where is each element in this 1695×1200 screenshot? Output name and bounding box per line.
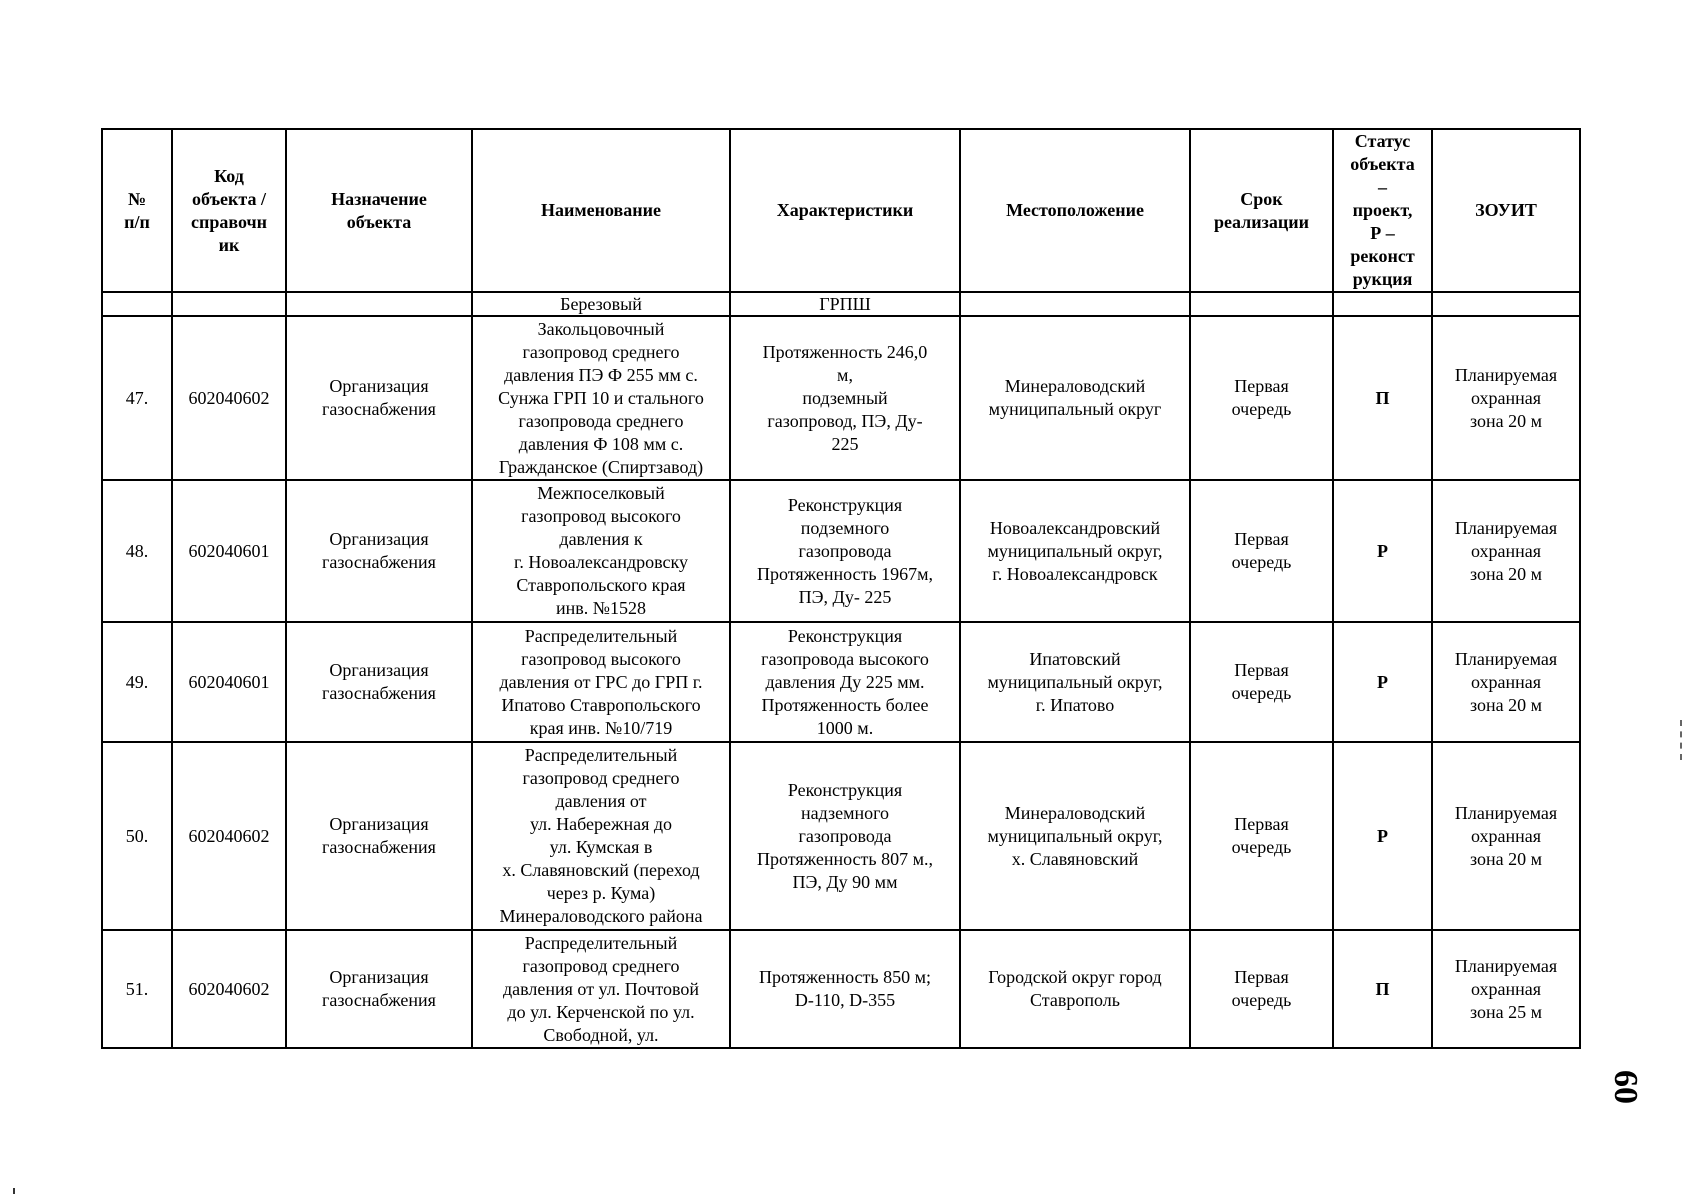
row-term: Первая очередь (1190, 930, 1333, 1048)
row-status: Р (1333, 622, 1432, 742)
row-characteristics: Реконструкция подземного газопровода Протяженность 1967м, ПЭ, Ду- 225 (730, 480, 960, 622)
table-row (102, 742, 1580, 930)
header-number: № п/п (102, 129, 172, 292)
row-name: Распределительный газопровод среднего давления от ул. Набережная до ул. Кумская в х. Славяновский (переход через р. Кума) Минераловодского района (472, 742, 730, 930)
table-row (102, 622, 1580, 742)
row-zone: Планируемая охранная зона 20 м (1432, 480, 1580, 622)
row-number: 50. (102, 742, 172, 930)
header-term: Срок реализации (1190, 129, 1333, 292)
row-number: 48. (102, 480, 172, 622)
header-characteristics: Характеристики (730, 129, 960, 292)
carryover-name: Березовый (472, 292, 730, 316)
table-row (102, 316, 1580, 480)
row-code: 602040602 (172, 316, 286, 480)
row-location: Новоалександровский муниципальный округ, г. Новоалександровск (960, 480, 1190, 622)
row-status: П (1333, 930, 1432, 1048)
table-cell (960, 292, 1190, 316)
table-cell (286, 292, 472, 316)
header-zone: ЗОУИТ (1432, 129, 1580, 292)
table-row (102, 480, 1580, 622)
row-purpose: Организация газоснабжения (286, 930, 472, 1048)
header-status: Статус объекта – проект, Р – реконст рукция (1333, 129, 1432, 292)
header-location: Местоположение (960, 129, 1190, 292)
row-term: Первая очередь (1190, 480, 1333, 622)
scan-edge-mark (1680, 720, 1684, 760)
row-status: Р (1333, 480, 1432, 622)
page-number: 60 (1607, 1070, 1644, 1104)
table-row (102, 930, 1580, 1048)
header-code: Код объекта / справочн ик (172, 129, 286, 292)
row-number: 47. (102, 316, 172, 480)
header-purpose: Назначение объекта (286, 129, 472, 292)
table-cell (172, 292, 286, 316)
table-cell (102, 292, 172, 316)
table-cell (1190, 292, 1333, 316)
row-zone: Планируемая охранная зона 25 м (1432, 930, 1580, 1048)
row-status: П (1333, 316, 1432, 480)
row-code: 602040601 (172, 480, 286, 622)
row-name: Закольцовочный газопровод среднего давления ПЭ Ф 255 мм с. Сунжа ГРП 10 и стального газопровода среднего давления Ф 108 мм с. Гражданское (Спиртзавод) (472, 316, 730, 480)
row-purpose: Организация газоснабжения (286, 480, 472, 622)
row-name: Межпоселковый газопровод высокого давления к г. Новоалександровску Ставропольского края инв. №1528 (472, 480, 730, 622)
row-characteristics: Протяженность 246,0 м, подземный газопровод, ПЭ, Ду- 225 (730, 316, 960, 480)
row-zone: Планируемая охранная зона 20 м (1432, 742, 1580, 930)
row-zone: Планируемая охранная зона 20 м (1432, 316, 1580, 480)
row-zone: Планируемая охранная зона 20 м (1432, 622, 1580, 742)
scan-corner-mark (13, 1188, 15, 1194)
row-code: 602040601 (172, 622, 286, 742)
row-location: Ипатовский муниципальный округ, г. Ипатово (960, 622, 1190, 742)
row-characteristics: Реконструкция надземного газопровода Протяженность 807 м., ПЭ, Ду 90 мм (730, 742, 960, 930)
row-code: 602040602 (172, 930, 286, 1048)
row-status: Р (1333, 742, 1432, 930)
header-name: Наименование (472, 129, 730, 292)
row-characteristics: Протяженность 850 м; D-110, D-355 (730, 930, 960, 1048)
table-cell (1333, 292, 1432, 316)
row-number: 49. (102, 622, 172, 742)
row-number: 51. (102, 930, 172, 1048)
row-purpose: Организация газоснабжения (286, 742, 472, 930)
row-characteristics: Реконструкция газопровода высокого давления Ду 225 мм. Протяженность более 1000 м. (730, 622, 960, 742)
table-header-row (102, 129, 1580, 292)
row-term: Первая очередь (1190, 622, 1333, 742)
row-name: Распределительный газопровод высокого давления от ГРС до ГРП г. Ипатово Ставропольского края инв. №10/719 (472, 622, 730, 742)
table-cell (1432, 292, 1580, 316)
carryover-row (102, 292, 1580, 316)
row-purpose: Организация газоснабжения (286, 622, 472, 742)
row-location: Минераловодский муниципальный округ, х. Славяновский (960, 742, 1190, 930)
carryover-characteristics: ГРПШ (730, 292, 960, 316)
row-term: Первая очередь (1190, 316, 1333, 480)
row-term: Первая очередь (1190, 742, 1333, 930)
row-location: Городской округ город Ставрополь (960, 930, 1190, 1048)
objects-table (101, 128, 1581, 1049)
row-purpose: Организация газоснабжения (286, 316, 472, 480)
row-location: Минераловодский муниципальный округ (960, 316, 1190, 480)
row-code: 602040602 (172, 742, 286, 930)
row-name: Распределительный газопровод среднего давления от ул. Почтовой до ул. Керченской по ул. Свободной, ул. (472, 930, 730, 1048)
